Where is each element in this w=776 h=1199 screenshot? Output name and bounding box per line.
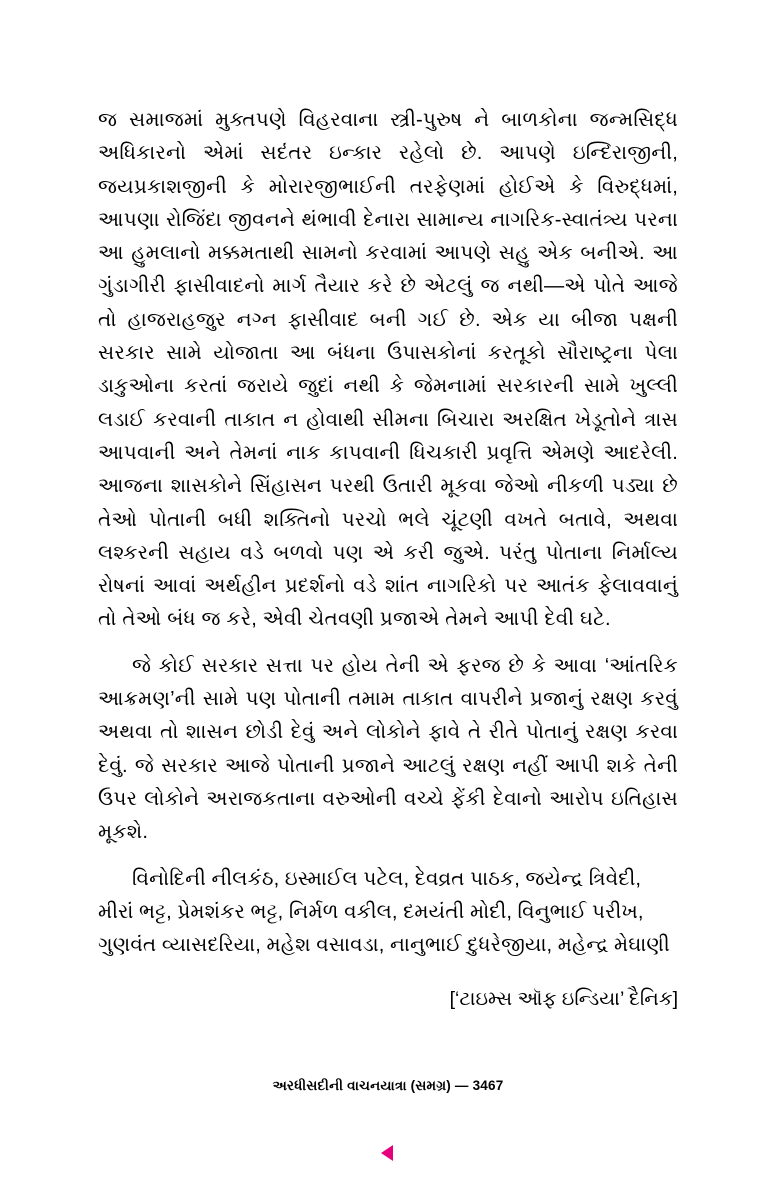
source-attribution: [‘ટાઇમ્સ ઑફ ઇન્ડિયા’ દૈનિક] xyxy=(449,988,678,1011)
previous-page-button[interactable] xyxy=(375,1140,401,1166)
page-footer: અરધીસદીની વાચનયાત્રા (સમગ્ર) — 3467 xyxy=(272,1078,504,1093)
triangle-left-icon xyxy=(377,1142,399,1164)
page-body xyxy=(98,104,678,1034)
paragraph-2: જે કોઈ સરકાર સત્તા પર હોય તેની એ ફરજ છે કે આવા ‘આંતરિક આક્રમણ’ની સામે પણ પોતાની તમામ તાકાત વાપરીને પ્રજાનું રક્ષણ કરવું અથવા તો શાસન છોડી દેવું અને લોકોને ફાવે તે રીતે પોતાનું રક્ષણ કરવા દેવું. જે સરકાર આજે પોતાની પ્રજાને આટલું રક્ષણ નહીં આપી શકે તેની ઉપર લોકોને અરાજકતાના વરુઓની વચ્ચે ફેંકી દેવાનો આરોપ ઇતિહાસ મૂકશે. xyxy=(98,654,678,844)
paragraph-1: જ સમાજમાં મુક્તપણે વિહરવાના સ્ત્રી-પુરુષ ને બાળકોના જન્મસિદ્ધ અધિકારનો એમાં સદંતર ઇન્કાર રહેલો છે. આપણે ઇન્દિરાજીની, જયપ્રકાશજીની કે મોરારજીભાઈની તરફેણમાં હોઈએ કે વિરુદ્ધમાં, આપણા રોજિંદા જીવનને થંભાવી દેનારા સામાન્ય નાગરિક-સ્વાતંત્ર્ય પરના આ હુમલાનો મક્કમતાથી સામનો કરવામાં આપણે સહુ એક બનીએ. આ ગુંડાગીરી ફાસીવાદનો માર્ગ તૈયાર કરે છે એટલું જ નથી—એ પોતે આજે તો હાજરાહજુર નગ્ન ફાસીવાદ બની ગઈ છે. એક યા બીજા પક્ષની સરકાર સામે યોજાતા આ બંધના ઉપાસકોનાં કરતૂકો સૌરાષ્ટ્રના પેલા ડાકુઓના કરતાં જરાયે જુદાં નથી કે જેમનામાં સરકારની સામે ખુલ્લી લડાઈ કરવાની તાકાત ન હોવાથી સીમના બિચારા અરક્ષિત ખેડૂતોને ત્રાસ આપવાની અને તેમનાં નાક કાપવાની ધિચકારી પ્રવૃત્તિ એમણે આદરેલી. આજના શાસકોને સિંહાસન પરથી ઉતારી મૂકવા જેઓ નીકળી પડ્યા છે તેઓ પોતાની બધી શક્તિનો પરચો ભલે ચૂંટણી વખતે બતાવે, અથવા લશ્કરની સહાય વડે બળવો પણ એ કરી જુએ. પરંતુ પોતાના નિર્માલ્ય રોષનાં આવાં અર્થહીન પ્રદર્શનો વડે શાંત નાગરિકો પર આતંક ફેલાવવાનું તો તેઓ બંધ જ કરે, એવી ચેતવણી પ્રજાએ તેમને આપી દેવી ઘટે. xyxy=(98,109,678,631)
signatories-list: વિનોદિની નીલકંઠ, ઇસ્માઈલ પટેલ, દેવવ્રત પાઠક, જયેન્દ્ર ત્રિવેદી, મીરાં ભટ્ટ, પ્રેમશંકર ભટ્ટ, નિર્મળ વકીલ, દમયંતી મોદી, વિનુભાઈ પરીખ, ગુણવંત વ્યાસદરિયા, મહેશ વસાવડા, નાનુભાઈ દુધરેજીયા, મહેન્દ્ર મેઘાણી xyxy=(98,867,670,957)
